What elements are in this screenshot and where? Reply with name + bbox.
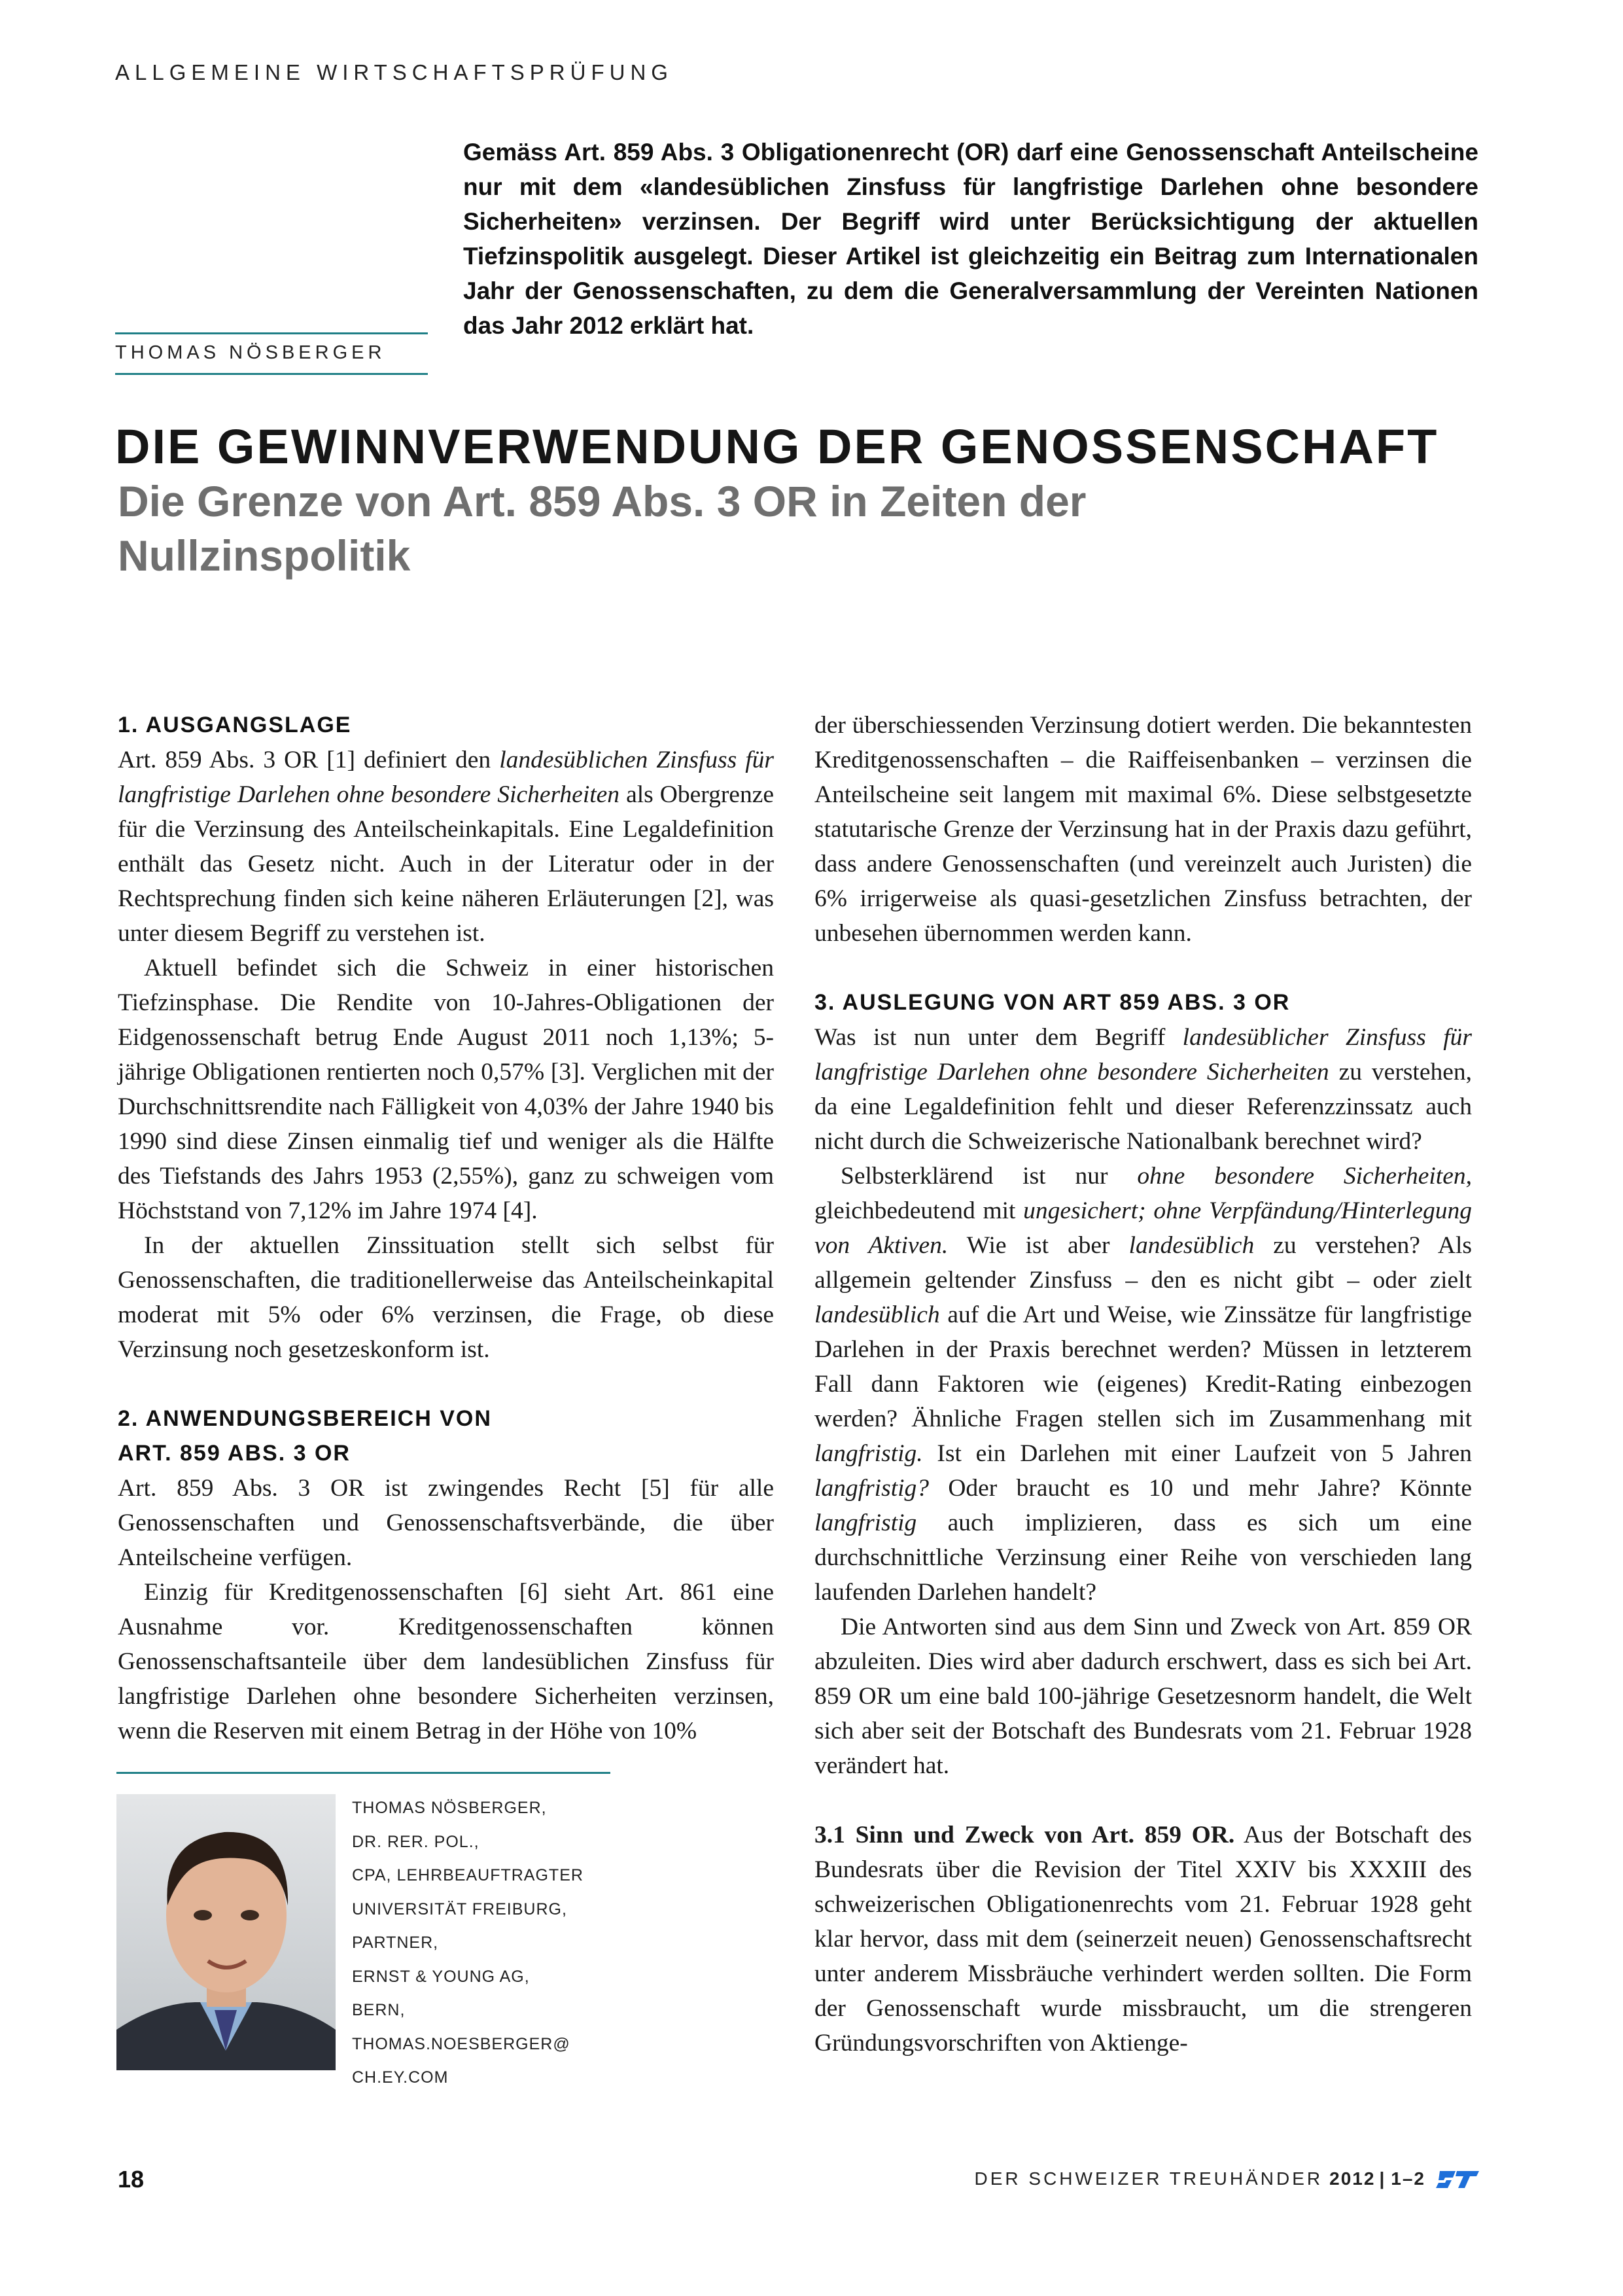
emphasis: landesüblich: [1128, 1232, 1255, 1259]
emphasis: langfristig: [814, 1510, 917, 1536]
article-title: DIE GEWINNVERWENDUNG DER GENOSSENSCHAFT: [115, 419, 1439, 474]
author-bio-line: PARTNER,: [352, 1934, 439, 1952]
author-bio-line: THOMAS NÖSBERGER,: [352, 1799, 547, 1817]
lead-paragraph: Gemäss Art. 859 Abs. 3 Obligationenrecht (OR) darf eine Genossenschaft Anteilscheine nur mit dem «landesüblichen Zinsfuss für langfristige Darlehen ohne besondere Sicherheiten» verzinsen. Der Begriff wird unter Berücksichtigung der aktuellen Tiefzinspolitik ausgelegt. Dieser Artikel ist gleichzeitig ein Beitrag zum Internationalen Jahr der Genossenschaften, zu dem die Generalversammlung der Vereinten Nationen das Jahr 2012 erklärt hat.: [463, 139, 1478, 339]
paragraph: Aktuell befindet sich die Schweiz in einer historischen Tiefzinsphase. Die Rendite von 10-Jahres-Obligationen der Eidgenossenschaft betrug Ende August 2011 noch 1,13%; 5-jährige Obligationen rentierten noch 0,57% [3]. Verglichen mit der Durchschnittsrendite nach Fälligkeit von 4,03% der Jahre 1940 bis 1990 sind diese Zinsen einmalig tief und weniger als die Hälfte des Tiefstands des Jahrs 1953 (2,55%), ganz zu schweigen vom Höchststand von 7,12% im Jahre 1974 [4].: [118, 955, 774, 1224]
section-header: ALLGEMEINE WIRTSCHAFTSPRÜFUNG: [115, 60, 673, 84]
emphasis: landesüblicher Zinsfuss für langfristige Darlehen ohne besondere Sicherheiten: [814, 1024, 1472, 1086]
paragraph: In der aktuellen Zinssituation stellt sich selbst für Genossenschaften, die traditionellerweise das Anteilscheinkapital moderat mit 5% oder 6% verzinsen, die Frage, ob diese Verzinsung noch gesetzeskonform ist.: [118, 1232, 774, 1363]
publication-footer: [975, 2168, 1479, 2189]
emphasis: ungesichert; ohne Verpfändung/Hinterlegung von Aktiven.: [814, 1197, 1472, 1259]
subsection-heading-3-1: 3.1 Sinn und Zweck von Art. 859 OR.: [814, 1822, 1235, 1848]
page-number: 18: [118, 2166, 145, 2193]
paragraph: [814, 1818, 1472, 2060]
issue-number: 1–2: [1391, 2168, 1425, 2189]
text-run: Wie ist aber: [948, 1232, 1129, 1259]
author-byline: THOMAS NÖSBERGER: [115, 332, 428, 375]
paragraph: Art. 859 Abs. 3 OR ist zwingendes Recht [5] für alle Genossenschaften und Genossenschaftsverbände, die über Anteilscheine verfügen.: [118, 1475, 774, 1571]
text-run: Ist ein Darlehen mit einer Laufzeit von 5 Jahren: [922, 1440, 1472, 1467]
emphasis: landesüblichen Zinsfuss für langfristige Darlehen ohne besondere Sicherheiten: [118, 747, 774, 808]
author-bio-line: ERNST & YOUNG AG,: [352, 1967, 530, 1986]
author-photo: [116, 1794, 336, 2070]
emphasis: langfristig.: [814, 1440, 923, 1467]
section-heading-1: 1. AUSGANGSLAGE: [118, 713, 352, 737]
text-run: gleichbedeutend mit: [814, 1197, 1024, 1224]
heading-line: 2. ANWENDUNGSBEREICH VON: [118, 1406, 492, 1431]
text-run: Selbsterklärend ist nur: [841, 1163, 1138, 1190]
text-run: als Obergrenze für die Verzinsung des Anteilscheinkapitals. Eine Legaldefinition enthält das Gesetz nicht. Auch in der Literatur oder in der Rechtsprechung finden sich keine näheren Erläuterungen [2], was unter diesem Begriff zu verstehen ist.: [118, 781, 774, 947]
text-run: Oder braucht es 10 und mehr Jahre? Könnte: [929, 1475, 1472, 1502]
text-run: Was ist nun unter dem Begriff: [814, 1024, 1183, 1051]
text-column-left: [118, 708, 774, 1748]
author-bio-line: BERN,: [352, 2001, 406, 2019]
section-heading-2: [118, 1402, 774, 1471]
text-run: auf die Art und Weise, wie Zinssätze für langfristige Darlehen in der Praxis berechnet werden? Müssen in letzterem Fall dann Faktoren wie (eigenes) Kredit-Rating einbezogen werden? Ähnliche Fragen stellen sich im Zusammenhang mit: [814, 1301, 1472, 1432]
text-run: auch implizieren, dass es sich um eine durchschnittliche Verzinsung einer Reihe von verschieden lang laufenden Darlehen handelt?: [814, 1510, 1472, 1606]
author-bio-line: UNIVERSITÄT FREIBURG,: [352, 1899, 567, 1918]
author-email-domain[interactable]: CH.EY.COM: [352, 2068, 449, 2087]
publication-year: 2012: [1329, 2168, 1376, 2189]
paragraph: [118, 743, 774, 951]
author-bio-line: CPA, LEHRBEAUFTRAGTER: [352, 1866, 584, 1884]
emphasis: ohne besondere Sicherheiten,: [1137, 1163, 1472, 1190]
author-box-rule: [116, 1772, 610, 1774]
text-run: Aus der Botschaft des Bundesrats über die Revision der Titel XXIV bis XXXIII des schweizerischen Obligationenrechts vom 21. Februar 1928 geht klar hervor, dass mit dem (seinerzeit neuen) Genossenschaftsrecht unter anderem Missbräuche verhindert werden sollten. Die Form der Genossenschaft wurde missbraucht, um die strengeren Gründungsvorschriften von Aktienge-: [814, 1822, 1472, 2057]
paragraph: [814, 1020, 1472, 1159]
section-heading-3: 3. AUSLEGUNG VON ART 859 ABS. 3 OR: [814, 990, 1291, 1015]
text-run: zu verstehen? Als allgemein geltender Zinsfuss – den es nicht gibt – oder zielt: [814, 1232, 1472, 1294]
paragraph-continued: der überschiessenden Verzinsung dotiert werden. Die bekanntesten Kreditgenossenschaften – die Raiffeisenbanken – verzinsen die Anteilscheine seit langem mit maximal 6%. Diese selbstgesetzte statutarische Grenze der Verzinsung hat in der Praxis dazu geführt, dass andere Genossenschaften (und vereinzelt auch Juristen) die 6% irrigerweise als quasi-gesetzlichen Zinsfuss betrachten, der unbesehen übernommen werden kann.: [814, 712, 1472, 947]
paragraph: [814, 1159, 1472, 1610]
paragraph: Einzig für Kreditgenossenschaften [6] sieht Art. 861 eine Ausnahme vor. Kreditgenossenschaften können Genossenschaftsanteile über dem landesüblichen Zinsfuss für langfristige Darlehen ohne besondere Sicherheiten verzinsen, wenn die Reserven mit einem Betrag in der Höhe von 10%: [118, 1579, 774, 1744]
article-subtitle: Die Grenze von Art. 859 Abs. 3 OR in Zeiten der Nullzinspolitik: [118, 477, 1087, 580]
author-bio: [352, 1792, 627, 2095]
publication-name: DER SCHWEIZER TREUHÄNDER: [974, 2168, 1323, 2189]
text-run: zu verstehen, da eine Legaldefinition fehlt und dieser Referenzzinssatz auch nicht durch die Schweizerische Nationalbank berechnet wird?: [814, 1059, 1472, 1155]
heading-line: ART. 859 ABS. 3 OR: [118, 1441, 351, 1466]
author-bio-line: DR. RER. POL.,: [352, 1832, 480, 1851]
footer-separator: |: [1379, 2168, 1387, 2189]
text-column-right: [814, 708, 1472, 2060]
st-brand-logo-icon: [1436, 2168, 1479, 2189]
emphasis: landesüblich: [814, 1301, 940, 1328]
author-email[interactable]: THOMAS.NOESBERGER@: [352, 2034, 570, 2053]
paragraph: Die Antworten sind aus dem Sinn und Zweck von Art. 859 OR abzuleiten. Dies wird aber dadurch erschwert, dass es sich bei Art. 859 OR um eine bald 100-jährige Gesetzesnorm handelt, die Welt sich aber seit der Botschaft des Bundesrats vom 21. Februar 1928 verändert hat.: [814, 1614, 1472, 1779]
text-run: Art. 859 Abs. 3 OR [1] definiert den: [118, 747, 500, 773]
emphasis: langfristig?: [814, 1475, 930, 1502]
